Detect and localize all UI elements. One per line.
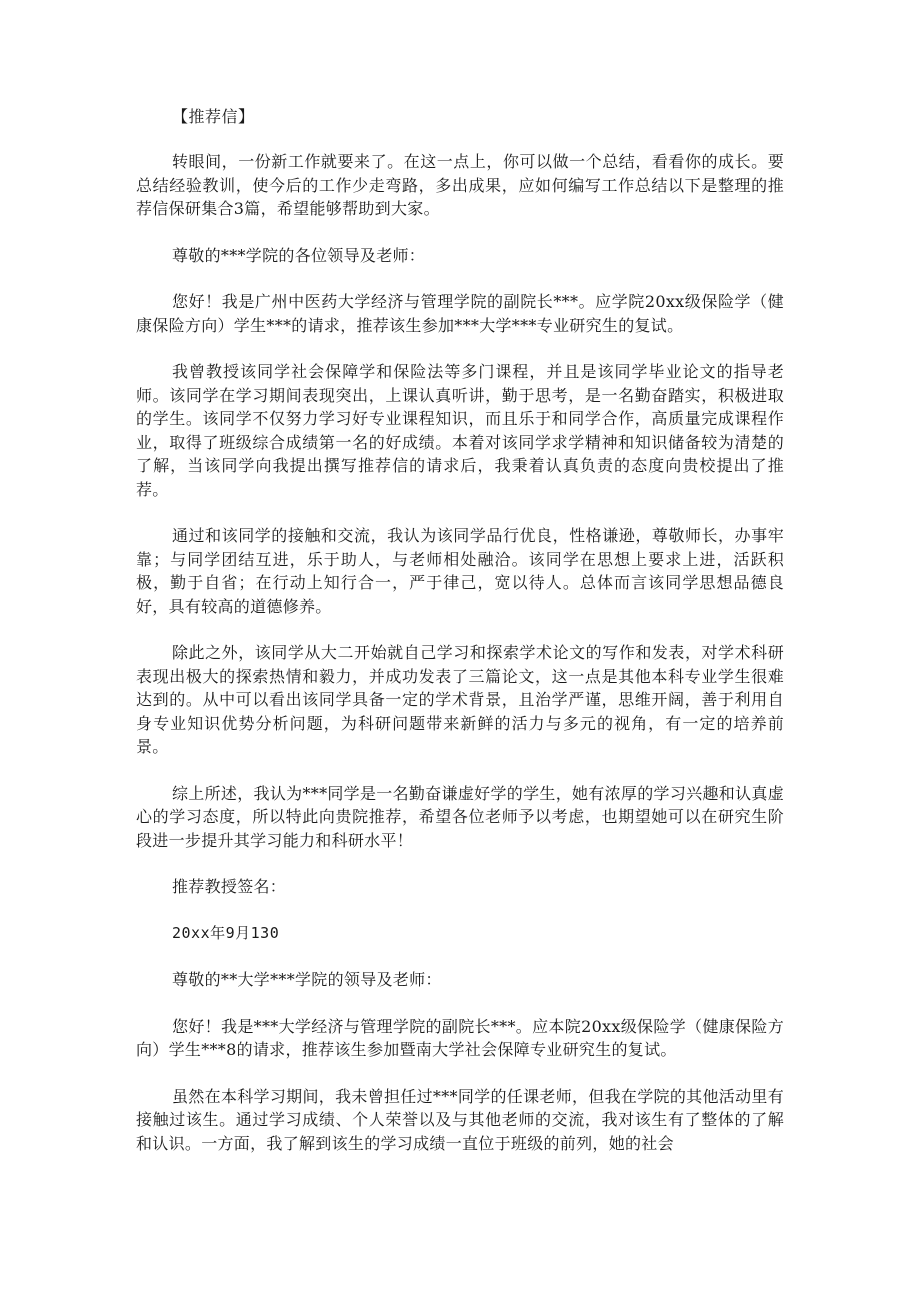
letter1-paragraph-2: 我曾教授该同学社会保障学和保险法等多门课程，并且是该同学毕业论文的指导老师。该同学在学习期间表现突出，上课认真听讲，勤于思考，是一名勤奋踏实，积极进取的学生。该同学不仅努力学习好专业课程知识，而且乐于和同学合作，高质量完成课程作业，取得了班级综合成绩第一名的好成绩。本着对该同学求学精神和知识储备较为清楚的了解，当该同学向我提出撰写推荐信的请求后，我秉着认真负责的态度向贵校提出了推荐。 — [136, 362, 784, 499]
document-page — [136, 104, 784, 1178]
letter1-paragraph-3: 通过和该同学的接触和交流，我认为该同学品行优良，性格谦逊，尊敬师长，办事牢靠；与同学团结互进，乐于助人，与老师相处融洽。该同学在思想上要求上进，活跃积极，勤于自省；在行动上知行合一，严于律己，宽以待人。总体而言该同学思想品德良好，具有较高的道德修养。 — [136, 526, 784, 616]
letter-date: 20xx年9月130 — [172, 923, 280, 942]
letter2-paragraph-2: 虽然在本科学习期间，我未曾担任过***同学的任课老师，但我在学院的其他活动里有接触过该生。通过学习成绩、个人荣誉以及与其他老师的交流，我对该生有了整体的了解和认识。一方面，我了解到该生的学习成绩一直位于班级的前列，她的社会 — [136, 1086, 784, 1153]
letter1-paragraph-5: 综上所述，我认为***同学是一名勤奋谦虚好学的学生，她有浓厚的学习兴趣和认真虚心的学习态度，所以特此向贵院推荐，希望各位老师予以考虑，也期望她可以在研究生阶段进一步提升其学习能力和科研水平！ — [136, 783, 784, 850]
letter1-paragraph-1: 您好！我是广州中医药大学经济与管理学院的副院长***。应学院20xx级保险学（健康保险方向）学生***的请求，推荐该生参加***大学***专业研究生的复试。 — [136, 292, 784, 335]
letter2-salutation: 尊敬的**大学***学院的领导及老师： — [172, 970, 442, 989]
document-heading: 【推荐信】 — [172, 107, 255, 126]
letter1-salutation: 尊敬的***学院的各位领导及老师： — [172, 245, 426, 265]
signature-label: 推荐教授签名： — [172, 877, 287, 896]
letter1-paragraph-4: 除此之外，该同学从大二开始就自己学习和探索学术论文的写作和发表，对学术科研表现出极大的探索热情和毅力，并成功发表了三篇论文，这一点是其他本科专业学生很难达到的。从中可以看出该同学具备一定的学术背景，且治学严谨，思维开阔，善于利用自身专业知识优势分析问题，为科研问题带来新鲜的活力与多元的视角，有一定的培养前景。 — [136, 643, 784, 756]
intro-paragraph: 转眼间，一份新工作就要来了。在这一点上，你可以做一个总结，看看你的成长。要总结经验教训，使今后的工作少走弯路，多出成果，应如何编写工作总结以下是整理的推荐信保研集合3篇，希望能够帮助到大家。 — [136, 152, 784, 218]
letter2-paragraph-1: 您好！我是***大学经济与管理学院的副院长***。应本院20xx级保险学（健康保险方向）学生***8的请求，推荐该生参加暨南大学社会保障专业研究生的复试。 — [136, 1016, 784, 1059]
